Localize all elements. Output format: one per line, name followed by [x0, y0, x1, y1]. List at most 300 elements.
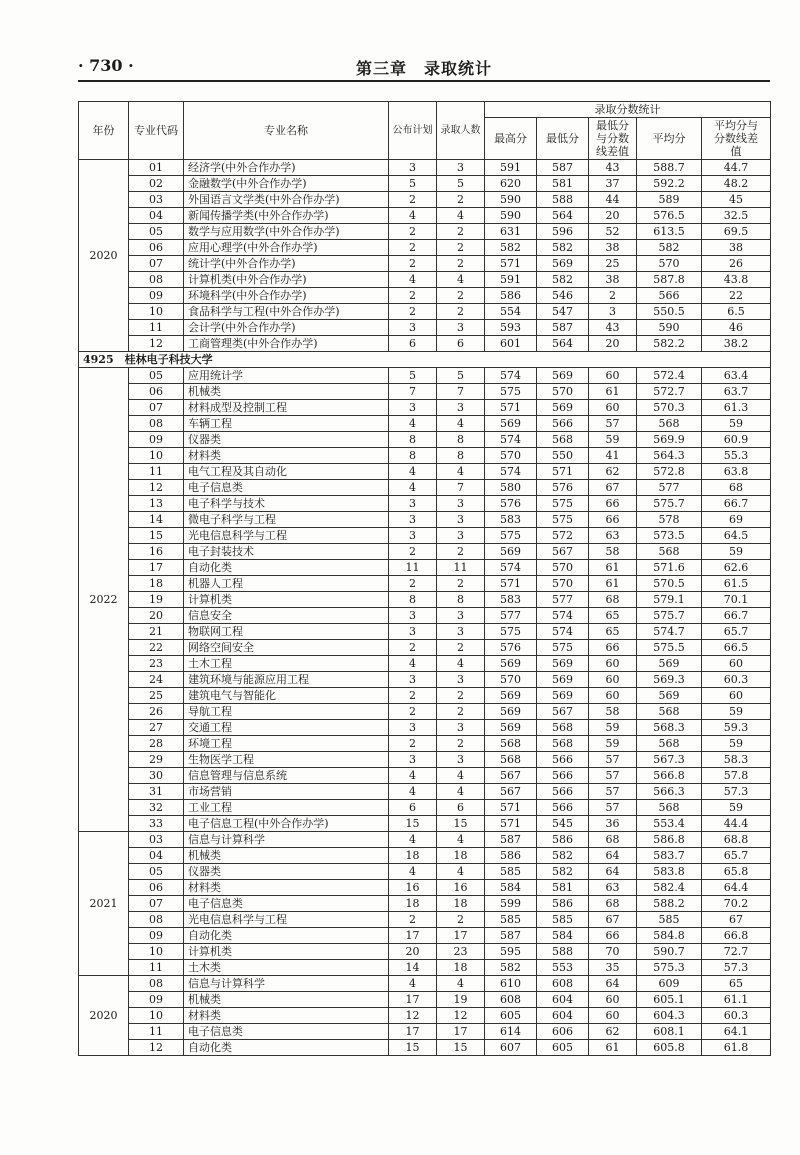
avg-diff: 61.1 — [702, 992, 771, 1008]
avg-diff: 65.7 — [702, 848, 771, 864]
plan-count: 12 — [389, 1008, 437, 1024]
major-code: 08 — [129, 416, 184, 432]
min-score: 553 — [537, 960, 589, 976]
min-diff: 62 — [589, 464, 637, 480]
major-code: 03 — [129, 192, 184, 208]
min-diff: 57 — [589, 416, 637, 432]
min-diff: 57 — [589, 752, 637, 768]
avg-score: 604.3 — [637, 1008, 702, 1024]
min-score: 604 — [537, 992, 589, 1008]
major-name: 计算机类(中外合作办学) — [184, 272, 389, 288]
min-diff: 67 — [589, 912, 637, 928]
min-score: 582 — [537, 848, 589, 864]
admitted-count: 4 — [437, 864, 485, 880]
min-diff: 70 — [589, 944, 637, 960]
min-score: 604 — [537, 1008, 589, 1024]
table-row — [79, 240, 771, 256]
min-score: 575 — [537, 512, 589, 528]
avg-diff: 57.8 — [702, 768, 771, 784]
table-row — [79, 736, 771, 752]
major-name: 电子封装技术 — [184, 544, 389, 560]
min-diff: 66 — [589, 496, 637, 512]
major-name: 材料类 — [184, 1008, 389, 1024]
header-min-diff: 最低分与分数线差值 — [589, 118, 637, 160]
major-code: 07 — [129, 400, 184, 416]
max-score: 585 — [485, 912, 537, 928]
admitted-count: 4 — [437, 768, 485, 784]
admitted-count: 2 — [437, 912, 485, 928]
header-stats-group: 录取分数统计 — [485, 102, 771, 118]
admitted-count: 18 — [437, 896, 485, 912]
table-row — [79, 720, 771, 736]
plan-count: 8 — [389, 432, 437, 448]
max-score: 605 — [485, 1008, 537, 1024]
avg-diff: 59 — [702, 416, 771, 432]
min-diff: 60 — [589, 656, 637, 672]
major-name: 电气工程及其自动化 — [184, 464, 389, 480]
max-score: 554 — [485, 304, 537, 320]
table-row — [79, 192, 771, 208]
plan-count: 2 — [389, 240, 437, 256]
max-score: 576 — [485, 496, 537, 512]
avg-score: 568 — [637, 800, 702, 816]
avg-score: 573.5 — [637, 528, 702, 544]
plan-count: 2 — [389, 304, 437, 320]
min-diff: 35 — [589, 960, 637, 976]
avg-score: 570.5 — [637, 576, 702, 592]
avg-score: 564.3 — [637, 448, 702, 464]
min-score: 581 — [537, 176, 589, 192]
min-diff: 68 — [589, 592, 637, 608]
avg-diff: 60 — [702, 688, 771, 704]
admitted-count: 11 — [437, 560, 485, 576]
min-score: 546 — [537, 288, 589, 304]
plan-count: 4 — [389, 832, 437, 848]
major-name: 交通工程 — [184, 720, 389, 736]
avg-score: 582.4 — [637, 880, 702, 896]
avg-diff: 58.3 — [702, 752, 771, 768]
max-score: 571 — [485, 576, 537, 592]
university-name: 4925 桂林电子科技大学 — [79, 352, 771, 368]
major-name: 物联网工程 — [184, 624, 389, 640]
max-score: 595 — [485, 944, 537, 960]
min-diff: 58 — [589, 544, 637, 560]
major-code: 05 — [129, 224, 184, 240]
major-code: 07 — [129, 896, 184, 912]
table-row — [79, 496, 771, 512]
header-admitted: 录取人数 — [437, 102, 485, 160]
min-score: 569 — [537, 672, 589, 688]
min-diff: 68 — [589, 896, 637, 912]
avg-score: 572.4 — [637, 368, 702, 384]
table-row — [79, 992, 771, 1008]
avg-diff: 68 — [702, 480, 771, 496]
major-name: 经济学(中外合作办学) — [184, 160, 389, 176]
avg-diff: 48.2 — [702, 176, 771, 192]
min-score: 570 — [537, 576, 589, 592]
year-cell: 2022 — [79, 368, 129, 832]
min-diff: 62 — [589, 1024, 637, 1040]
min-score: 569 — [537, 688, 589, 704]
major-name: 金融数学(中外合作办学) — [184, 176, 389, 192]
admitted-count: 4 — [437, 832, 485, 848]
min-diff: 2 — [589, 288, 637, 304]
table-row — [79, 768, 771, 784]
table-row — [79, 880, 771, 896]
header-max: 最高分 — [485, 118, 537, 160]
table-row — [79, 832, 771, 848]
min-score: 608 — [537, 976, 589, 992]
table-row — [79, 528, 771, 544]
min-score: 545 — [537, 816, 589, 832]
max-score: 614 — [485, 1024, 537, 1040]
major-code: 27 — [129, 720, 184, 736]
avg-diff: 57.3 — [702, 784, 771, 800]
major-name: 机械类 — [184, 992, 389, 1008]
max-score: 570 — [485, 672, 537, 688]
max-score: 580 — [485, 480, 537, 496]
max-score: 575 — [485, 384, 537, 400]
max-score: 583 — [485, 512, 537, 528]
major-code: 03 — [129, 832, 184, 848]
avg-score: 578 — [637, 512, 702, 528]
plan-count: 6 — [389, 336, 437, 352]
min-score: 588 — [537, 192, 589, 208]
major-code: 16 — [129, 544, 184, 560]
table-row — [79, 560, 771, 576]
avg-diff: 38.2 — [702, 336, 771, 352]
avg-diff: 66.5 — [702, 640, 771, 656]
max-score: 571 — [485, 816, 537, 832]
max-score: 574 — [485, 464, 537, 480]
plan-count: 5 — [389, 176, 437, 192]
plan-count: 2 — [389, 192, 437, 208]
plan-count: 3 — [389, 752, 437, 768]
avg-diff: 32.5 — [702, 208, 771, 224]
min-diff: 61 — [589, 576, 637, 592]
avg-score: 567.3 — [637, 752, 702, 768]
major-name: 信息与计算科学 — [184, 976, 389, 992]
table-row — [79, 480, 771, 496]
major-code: 12 — [129, 336, 184, 352]
avg-diff: 38 — [702, 240, 771, 256]
admitted-count: 7 — [437, 480, 485, 496]
min-score: 584 — [537, 928, 589, 944]
min-diff: 60 — [589, 368, 637, 384]
avg-score: 569 — [637, 656, 702, 672]
max-score: 610 — [485, 976, 537, 992]
avg-diff: 65.7 — [702, 624, 771, 640]
min-diff: 59 — [589, 720, 637, 736]
major-name: 信息安全 — [184, 608, 389, 624]
avg-score: 605.1 — [637, 992, 702, 1008]
min-score: 574 — [537, 608, 589, 624]
plan-count: 3 — [389, 496, 437, 512]
min-diff: 52 — [589, 224, 637, 240]
plan-count: 4 — [389, 976, 437, 992]
major-code: 01 — [129, 160, 184, 176]
table-row — [79, 464, 771, 480]
major-name: 土木类 — [184, 960, 389, 976]
avg-score: 575.5 — [637, 640, 702, 656]
max-score: 568 — [485, 752, 537, 768]
plan-count: 4 — [389, 272, 437, 288]
major-name: 光电信息科学与工程 — [184, 528, 389, 544]
admitted-count: 4 — [437, 416, 485, 432]
plan-count: 3 — [389, 320, 437, 336]
min-diff: 43 — [589, 160, 637, 176]
avg-score: 590 — [637, 320, 702, 336]
avg-diff: 63.8 — [702, 464, 771, 480]
admitted-count: 4 — [437, 784, 485, 800]
major-code: 10 — [129, 448, 184, 464]
plan-count: 5 — [389, 368, 437, 384]
major-name: 工商管理类(中外合作办学) — [184, 336, 389, 352]
major-name: 材料成型及控制工程 — [184, 400, 389, 416]
avg-score: 568 — [637, 736, 702, 752]
major-code: 06 — [129, 880, 184, 896]
avg-diff: 63.7 — [702, 384, 771, 400]
major-name: 建筑电气与智能化 — [184, 688, 389, 704]
avg-score: 571.6 — [637, 560, 702, 576]
header-avg-diff: 平均分与分数线差值 — [702, 118, 771, 160]
admitted-count: 15 — [437, 1040, 485, 1056]
table-body — [79, 160, 771, 1056]
avg-score: 577 — [637, 480, 702, 496]
max-score: 593 — [485, 320, 537, 336]
min-score: 577 — [537, 592, 589, 608]
avg-score: 575.7 — [637, 496, 702, 512]
min-diff: 37 — [589, 176, 637, 192]
table-row — [79, 288, 771, 304]
admitted-count: 3 — [437, 608, 485, 624]
admitted-count: 3 — [437, 160, 485, 176]
plan-count: 3 — [389, 624, 437, 640]
major-code: 10 — [129, 304, 184, 320]
min-score: 550 — [537, 448, 589, 464]
avg-score: 570 — [637, 256, 702, 272]
admitted-count: 2 — [437, 640, 485, 656]
avg-diff: 45 — [702, 192, 771, 208]
major-code: 22 — [129, 640, 184, 656]
min-score: 587 — [537, 320, 589, 336]
plan-count: 3 — [389, 512, 437, 528]
min-diff: 60 — [589, 1008, 637, 1024]
table-row — [79, 176, 771, 192]
min-diff: 60 — [589, 688, 637, 704]
year-cell: 2020 — [79, 976, 129, 1056]
max-score: 570 — [485, 448, 537, 464]
min-score: 567 — [537, 704, 589, 720]
major-code: 08 — [129, 912, 184, 928]
min-diff: 20 — [589, 336, 637, 352]
plan-count: 4 — [389, 416, 437, 432]
major-code: 04 — [129, 208, 184, 224]
min-score: 586 — [537, 896, 589, 912]
max-score: 567 — [485, 784, 537, 800]
major-name: 机械类 — [184, 384, 389, 400]
table-row — [79, 864, 771, 880]
major-name: 信息与计算科学 — [184, 832, 389, 848]
avg-diff: 68.8 — [702, 832, 771, 848]
major-name: 计算机类 — [184, 592, 389, 608]
admitted-count: 2 — [437, 224, 485, 240]
max-score: 571 — [485, 400, 537, 416]
min-score: 576 — [537, 480, 589, 496]
min-score: 569 — [537, 368, 589, 384]
major-name: 建筑环境与能源应用工程 — [184, 672, 389, 688]
major-name: 应用心理学(中外合作办学) — [184, 240, 389, 256]
avg-score: 588.2 — [637, 896, 702, 912]
max-score: 601 — [485, 336, 537, 352]
major-code: 30 — [129, 768, 184, 784]
max-score: 571 — [485, 256, 537, 272]
admitted-count: 2 — [437, 304, 485, 320]
plan-count: 20 — [389, 944, 437, 960]
admitted-count: 4 — [437, 208, 485, 224]
avg-diff: 72.7 — [702, 944, 771, 960]
min-score: 570 — [537, 560, 589, 576]
avg-score: 568.3 — [637, 720, 702, 736]
major-name: 车辆工程 — [184, 416, 389, 432]
min-diff: 20 — [589, 208, 637, 224]
plan-count: 4 — [389, 208, 437, 224]
major-code: 05 — [129, 368, 184, 384]
plan-count: 17 — [389, 1024, 437, 1040]
table-row — [79, 912, 771, 928]
plan-count: 3 — [389, 528, 437, 544]
min-diff: 65 — [589, 624, 637, 640]
min-diff: 60 — [589, 672, 637, 688]
admitted-count: 4 — [437, 464, 485, 480]
min-score: 568 — [537, 720, 589, 736]
major-code: 13 — [129, 496, 184, 512]
avg-score: 575.7 — [637, 608, 702, 624]
avg-diff: 63.4 — [702, 368, 771, 384]
admitted-count: 6 — [437, 800, 485, 816]
avg-score: 569 — [637, 688, 702, 704]
min-diff: 67 — [589, 480, 637, 496]
plan-count: 15 — [389, 1040, 437, 1056]
min-score: 569 — [537, 256, 589, 272]
min-score: 581 — [537, 880, 589, 896]
major-code: 04 — [129, 848, 184, 864]
plan-count: 14 — [389, 960, 437, 976]
max-score: 568 — [485, 736, 537, 752]
page-header — [78, 48, 770, 78]
avg-score: 587.8 — [637, 272, 702, 288]
admitted-count: 5 — [437, 368, 485, 384]
table-row — [79, 256, 771, 272]
max-score: 567 — [485, 768, 537, 784]
table-row — [79, 1040, 771, 1056]
min-diff: 60 — [589, 992, 637, 1008]
avg-score: 568 — [637, 544, 702, 560]
university-row — [79, 352, 771, 368]
max-score: 575 — [485, 624, 537, 640]
avg-score: 566.3 — [637, 784, 702, 800]
table-row — [79, 960, 771, 976]
avg-diff: 46 — [702, 320, 771, 336]
plan-count: 6 — [389, 800, 437, 816]
admitted-count: 2 — [437, 192, 485, 208]
avg-score: 569.3 — [637, 672, 702, 688]
avg-diff: 60 — [702, 656, 771, 672]
table-row — [79, 576, 771, 592]
table-row — [79, 448, 771, 464]
major-code: 28 — [129, 736, 184, 752]
min-score: 582 — [537, 864, 589, 880]
min-diff: 65 — [589, 608, 637, 624]
major-code: 08 — [129, 272, 184, 288]
avg-score: 553.4 — [637, 816, 702, 832]
plan-count: 2 — [389, 576, 437, 592]
avg-score: 575.3 — [637, 960, 702, 976]
major-code: 15 — [129, 528, 184, 544]
avg-diff: 59.3 — [702, 720, 771, 736]
major-code: 23 — [129, 656, 184, 672]
major-code: 24 — [129, 672, 184, 688]
avg-diff: 55.3 — [702, 448, 771, 464]
major-code: 26 — [129, 704, 184, 720]
min-score: 568 — [537, 432, 589, 448]
min-diff: 59 — [589, 432, 637, 448]
avg-diff: 62.6 — [702, 560, 771, 576]
major-name: 工业工程 — [184, 800, 389, 816]
table-row — [79, 1024, 771, 1040]
plan-count: 3 — [389, 160, 437, 176]
avg-score: 613.5 — [637, 224, 702, 240]
avg-diff: 65 — [702, 976, 771, 992]
major-code: 10 — [129, 944, 184, 960]
max-score: 608 — [485, 992, 537, 1008]
table-row — [79, 272, 771, 288]
major-name: 仪器类 — [184, 864, 389, 880]
max-score: 574 — [485, 560, 537, 576]
table-row — [79, 976, 771, 992]
major-name: 计算机类 — [184, 944, 389, 960]
min-diff: 66 — [589, 512, 637, 528]
major-name: 电子信息类 — [184, 1024, 389, 1040]
table-row — [79, 672, 771, 688]
major-code: 05 — [129, 864, 184, 880]
min-score: 605 — [537, 1040, 589, 1056]
avg-diff: 65.8 — [702, 864, 771, 880]
max-score: 574 — [485, 368, 537, 384]
admitted-count: 5 — [437, 176, 485, 192]
avg-score: 585 — [637, 912, 702, 928]
admitted-count: 16 — [437, 880, 485, 896]
avg-diff: 60.3 — [702, 1008, 771, 1024]
avg-score: 608.1 — [637, 1024, 702, 1040]
major-code: 31 — [129, 784, 184, 800]
admitted-count: 3 — [437, 624, 485, 640]
table-row — [79, 208, 771, 224]
major-code: 11 — [129, 464, 184, 480]
min-score: 566 — [537, 752, 589, 768]
avg-score: 582 — [637, 240, 702, 256]
min-diff: 64 — [589, 976, 637, 992]
max-score: 569 — [485, 416, 537, 432]
avg-diff: 59 — [702, 800, 771, 816]
major-code: 17 — [129, 560, 184, 576]
major-code: 32 — [129, 800, 184, 816]
min-score: 575 — [537, 496, 589, 512]
major-code: 09 — [129, 288, 184, 304]
header-rule — [78, 80, 770, 82]
min-diff: 57 — [589, 800, 637, 816]
avg-score: 566.8 — [637, 768, 702, 784]
